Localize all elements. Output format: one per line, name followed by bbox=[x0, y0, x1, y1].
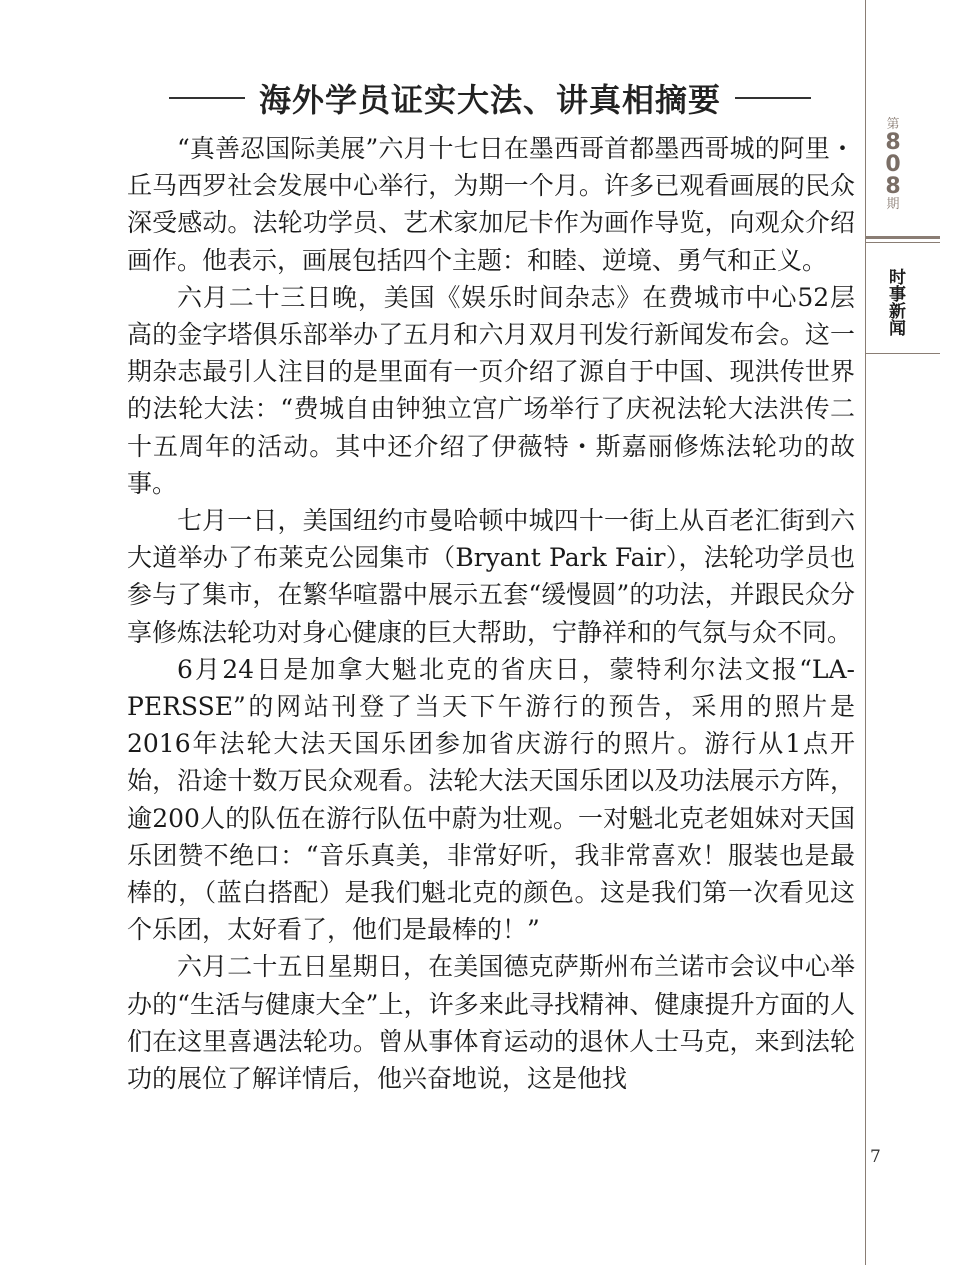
issue-marker bbox=[866, 118, 940, 236]
paragraph: “真善忍国际美展”六月十七日在墨西哥首都墨西哥城的阿里・丘马西罗社会发展中心举行，为期一个月。许多已观看画展的民众深受感动。法轮功学员、艺术家加尼卡作为画作导览，向观众介绍画作。他表示，画展包括四个主题：和睦、逆境、勇气和正义。 bbox=[127, 134, 855, 275]
section-label: 时事新闻 bbox=[885, 268, 905, 336]
issue-digit: 8 bbox=[885, 130, 901, 155]
issue-number bbox=[846, 132, 940, 198]
page-number: 7 bbox=[870, 1147, 881, 1167]
sidebar-divider bbox=[866, 242, 940, 243]
sidebar-divider bbox=[866, 236, 940, 239]
paragraph: 六月二十五日星期日，在美国德克萨斯州布兰诺市会议中心举办的“生活与健康大全”上，许多来此寻找精神、健康提升方面的人们在这里喜遇法轮功。曾从事体育运动的退休人士马克，来到法轮功的展位了解详情后，他兴奋地说，这是他找 bbox=[127, 952, 855, 1094]
page-title-row bbox=[140, 76, 840, 120]
issue-suffix: 期 bbox=[886, 197, 900, 212]
title-rule-left bbox=[169, 97, 245, 99]
issue-prefix: 第 bbox=[886, 117, 900, 132]
sidebar-divider bbox=[866, 353, 940, 354]
issue-digit: 0 bbox=[885, 152, 901, 177]
paragraph: 6月24日是加拿大魁北克的省庆日，蒙特利尔法文报“LA-PERSSE”的网站刊登了当天下午游行的预告，采用的照片是2016年法轮大法天国乐团参加省庆游行的照片。游行从1点开始，沿途十数万民众观看。法轮大法天国乐团以及功法展示方阵，逾200人的队伍在游行队伍中蔚为壮观。一对魁北克老姐妹对天国乐团赞不绝口：“音乐真美，非常好听，我非常喜欢！服装也是最棒的，（蓝白搭配）是我们魁北克的颜色。这是我们第一次看见这个乐团，太好看了，他们是最棒的！” bbox=[127, 654, 855, 945]
paragraph: 七月一日，美国纽约市曼哈顿中城四十一街上从百老汇街到六大道举办了布莱克公园集市（Bryant Park Fair），法轮功学员也参与了集市，在繁华喧嚣中展示五套“缓慢圆”的功法，并跟民众分享修炼法轮功对身心健康的巨大帮助，宁静祥和的气氛与众不同。 bbox=[127, 506, 855, 647]
issue-digit: 8 bbox=[885, 174, 901, 199]
paragraph: 六月二十三日晚，美国《娱乐时间杂志》在费城市中心52层高的金字塔俱乐部举办了五月和六月双月刊发行新闻发布会。这一期杂志最引人注目的是里面有一页介绍了源自于中国、现洪传世界的法轮大法：“费城自由钟独立宫广场举行了庆祝法轮大法洪传二十五周年的活动。其中还介绍了伊薇特・斯嘉丽修炼法轮功的故事。 bbox=[127, 282, 855, 498]
article-body bbox=[127, 130, 855, 1097]
page-title: 海外学员证实大法、讲真相摘要 bbox=[258, 81, 721, 119]
title-rule-right bbox=[735, 97, 811, 99]
